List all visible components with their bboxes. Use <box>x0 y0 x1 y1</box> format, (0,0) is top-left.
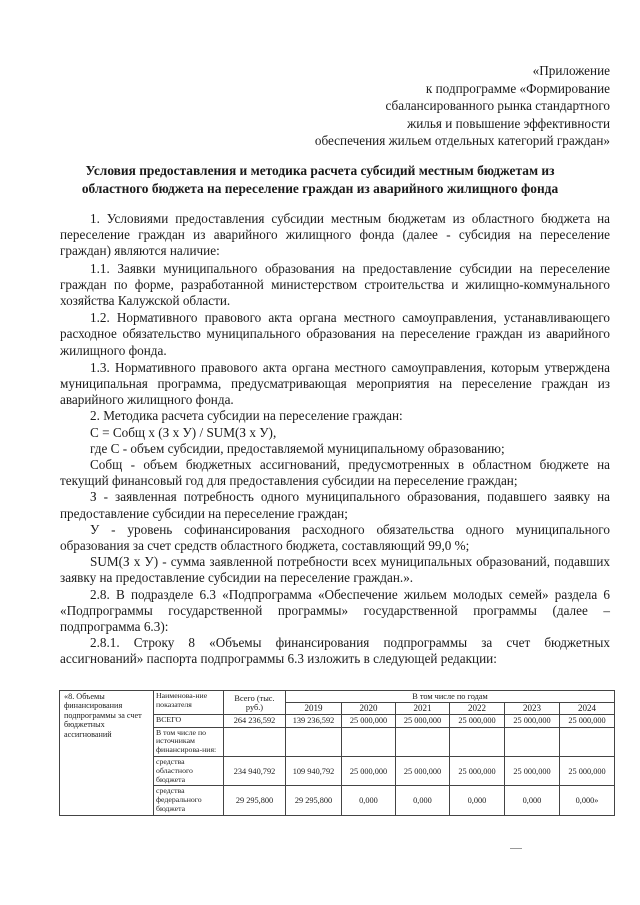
row-value: 0,000 <box>450 786 505 815</box>
document-body <box>60 211 610 668</box>
row-value <box>560 727 615 756</box>
row-total: 264 236,592 <box>224 715 286 727</box>
appendix-line: сбалансированного рынка стандартного <box>385 98 610 113</box>
paragraph: З - заявленная потребность одного муниципального образования, подавшего заявку на предоставление субсидии на переселение граждан; <box>60 489 610 521</box>
year-header: 2021 <box>396 703 450 715</box>
page-mark <box>510 848 522 849</box>
year-header: 2023 <box>505 703 560 715</box>
row-value <box>450 727 505 756</box>
row-label: ВСЕГО <box>154 715 224 727</box>
row-value: 29 295,800 <box>286 786 342 815</box>
column-header-name: Наименова-ние показателя <box>154 691 224 715</box>
row-value: 139 236,592 <box>286 715 342 727</box>
row-label: средства областного бюджета <box>154 757 224 786</box>
appendix-note <box>250 62 610 150</box>
row-label: средства федерального бюджета <box>154 786 224 815</box>
row-value: 25 000,000 <box>505 715 560 727</box>
row-value: 0,000 <box>505 786 560 815</box>
row-label: В том числе по источникам финансирова-ния: <box>154 727 224 756</box>
paragraph: 1. Условиями предоставления субсидии местным бюджетам из областного бюджета на переселение граждан из аварийного жилищного фонда (далее - субсидия на переселение граждан) являются наличие: <box>60 211 610 259</box>
row-total: 29 295,800 <box>224 786 286 815</box>
row-value: 0,000 <box>342 786 396 815</box>
row-value <box>396 727 450 756</box>
row-value: 25 000,000 <box>450 715 505 727</box>
row-value: 25 000,000 <box>505 757 560 786</box>
paragraph: У - уровень софинансирования расходного обязательства одного муниципального образования за счет средств областного бюджета, составляющий 99,0 %; <box>60 521 610 554</box>
column-header-total: Всего (тыс. руб.) <box>224 691 286 715</box>
heading-line: Условия предоставления и методика расчета субсидий местным бюджетам из <box>85 163 555 178</box>
paragraph: 2.8. В подразделе 6.3 «Подпрограмма «Обеспечение жильем молодых семей» раздела 6 «Подпрограммы государственной программы» государственной программы (далее – подпрограмма 6.3): <box>60 586 610 635</box>
row-value: 25 000,000 <box>560 757 615 786</box>
row-value: 25 000,000 <box>396 757 450 786</box>
paragraph: 1.3. Нормативного правового акта органа местного самоуправления, которым утверждена муниципальная программа, предусматривающая мероприятия на переселение граждан из аварийного жилищного фонда. <box>60 359 610 408</box>
row-value <box>342 727 396 756</box>
row-value: 25 000,000 <box>560 715 615 727</box>
row-value: 25 000,000 <box>396 715 450 727</box>
table-header-row <box>60 691 615 703</box>
row-value: 109 940,792 <box>286 757 342 786</box>
appendix-line: «Приложение <box>532 63 610 78</box>
row-total: 234 940,792 <box>224 757 286 786</box>
paragraph: где С - объем субсидии, предоставляемой муниципальному образованию; <box>90 440 505 456</box>
paragraph: Собщ - объем бюджетных ассигнований, предусмотренных в областном бюджете на текущий финансовый год для предоставления субсидии на переселение граждан; <box>60 457 610 489</box>
year-header: 2022 <box>450 703 505 715</box>
appendix-line: обеспечения жильем отдельных категорий граждан» <box>314 133 610 148</box>
appendix-line: к подпрограмме «Формирование <box>425 80 610 96</box>
row-value: 0,000» <box>560 786 615 815</box>
paragraph: 1.1. Заявки муниципального образования на предоставление субсидии на переселение граждан по форме, разработанной министерством строительства и жилищно-коммунального хозяйства Калужской области. <box>60 260 610 309</box>
row-value: 25 000,000 <box>342 715 396 727</box>
year-header: 2019 <box>286 703 342 715</box>
column-header-years: В том числе по годам <box>286 691 615 703</box>
formula: С = Собщ x (З x У) / SUM(З x У), <box>90 424 277 440</box>
table-first-cell: «8. Объемы финансирования подпрограммы за счет бюджетных ассигнований <box>60 691 154 816</box>
row-value <box>505 727 560 756</box>
paragraph: SUM(З x У) - сумма заявленной потребности всех муниципальных образований, подавших заявку на предоставление субсидии на переселение граждан.». <box>60 554 610 586</box>
row-value: 25 000,000 <box>450 757 505 786</box>
year-header: 2024 <box>560 703 615 715</box>
year-header: 2020 <box>342 703 396 715</box>
appendix-line: жилья и повышение эффективности <box>407 115 610 131</box>
row-value: 25 000,000 <box>342 757 396 786</box>
row-total <box>224 727 286 756</box>
financing-table <box>59 690 615 816</box>
document-heading <box>60 162 580 198</box>
paragraph: 2. Методика расчета субсидии на переселение граждан: <box>90 408 403 424</box>
row-value: 0,000 <box>396 786 450 815</box>
paragraph: 1.2. Нормативного правового акта органа местного самоуправления, устанавливающего расходное обязательство муниципального образования на переселение граждан из аварийного жилищного фонда. <box>60 310 610 358</box>
heading-line: областного бюджета на переселение граждан из аварийного жилищного фонда <box>81 181 559 196</box>
row-value <box>286 727 342 756</box>
paragraph: 2.8.1. Строку 8 «Объемы финансирования подпрограммы за счет бюджетных ассигнований» паспорта подпрограммы 6.3 изложить в следующей редакции: <box>60 635 610 667</box>
